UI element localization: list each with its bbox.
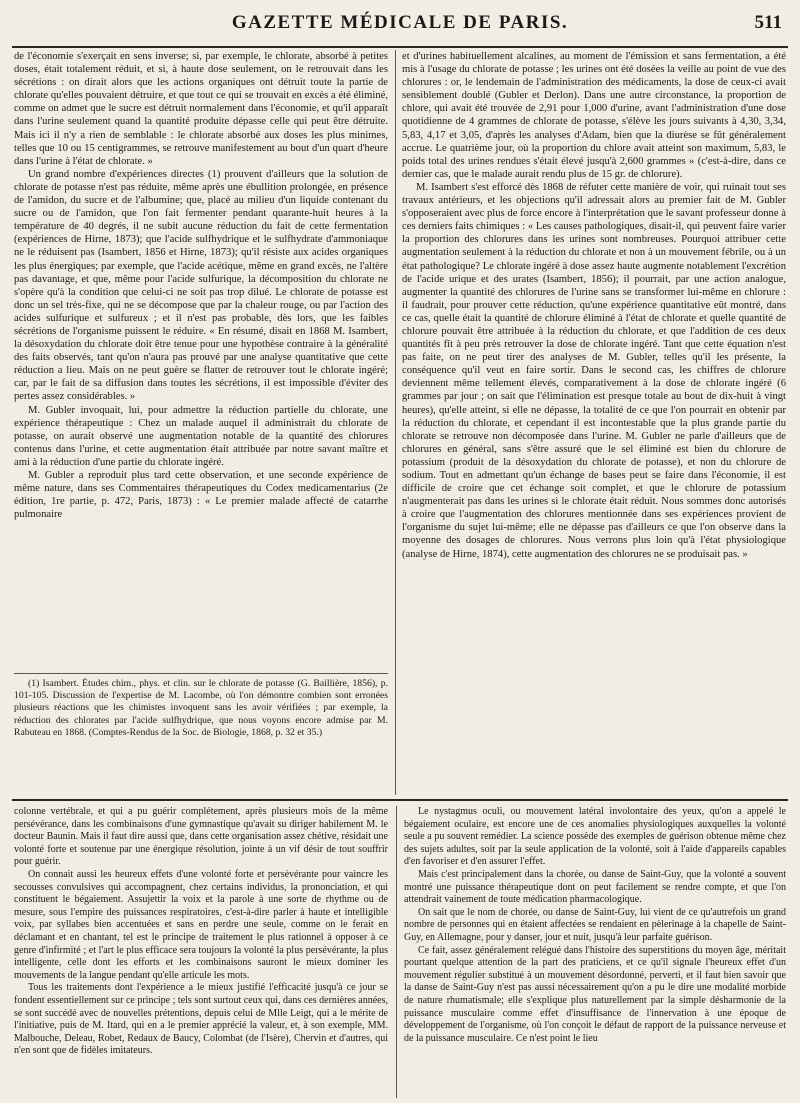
gazette-title: GAZETTE MÉDICALE DE PARIS.: [231, 12, 569, 33]
page-header: [12, 6, 788, 48]
paragraph: et d'urines habituellement alcalines, au moment de l'émission et sans fermentation, a été mis à l'usage du chlorate de potasse ; les urines ont été dosées la veille au point de vue des chlorures : or, le lendemain de l'administration des médicaments, la dose de ceux-ci avait sensiblement doublé (Gubler et Derlon). Dans une autre circonstance, la proportion de chlore, qui avait été trouvée de 2,91 pour 1,000 d'urine, avant l'administration d'une dose quotidienne de 4 grammes de chlorate de potasse, s'élève les jours suivants à 4,30, 3,34, 5,83, 4,17 et 3,05, d'après les analyses d'Adam, bien que la diurèse se fût généralement accrue. Le quatrième jour, où la proportion du chlore avait atteint son maximum, 5,83, le poids total des urines rendues s'était élevé jusqu'à 2,600 grammes » (c'est-à-dire, dans ce dernier cas, que le malade aurait rendu plus de 15 gr. de chlorure).: [402, 51, 786, 180]
footnote-divider: [14, 673, 388, 674]
lower-left-column: [14, 806, 388, 1096]
paragraph: On connait aussi les heureux effets d'une volonté forte et persévérante pour vaincre les secousses convulsives qui accompagnent, chez certains individus, la prononciation, et qui constituent le bégaiement. Assujettir la voix et la parole à une sorte de rhythme ou de mesure, sous l'empire des puissances respiratoires, c'est-à-dire parler à haute et intelligible voix, par syllabes bien accentuées et sans en perdre une seule, comme on le ferait en déclamant et en chantant, tel est le principe de traitement le plus rationnel à opposer à ce genre d'infirmité ; et l'art le plus efficace sera toujours la volonté la plus persévérante, la plus intelligente, celle dont les efforts et les combinaisons sauront le mieux dominer les mouvements de la langue pendant qu'elle articule les mots.: [14, 868, 388, 981]
paragraph: M. Gubler invoquait, lui, pour admettre la réduction partielle du chlorate, une expérience thérapeutique : Chez un malade auquel il administrait du chlorate de potasse, on aurait observé une augmentation notable de la quantité des chlorures contenus dans l'urine, et cette augmentation était attribuée par notre savant maître et ami à la réduction d'une partie du chlorate ingéré.: [14, 404, 388, 468]
paragraph: colonne vertébrale, et qui a pu guérir complétement, après plusieurs mois de la même persévérance, dans les combinaisons d'une gymnastique qu'avait su diriger habilement M. le docteur Baunin. Mais il faut dire aussi que, dans cette organisation assez chétive, résidait une volonté forte et soutenue par une énergique résolution, jointe à un vif désir de tout souffrir pour guérir.: [14, 806, 388, 868]
paragraph: Ce fait, assez généralement relégué dans l'histoire des superstitions du moyen âge, méritait pourtant quelque attention de la part des praticiens, et ce qu'il signale l'heureux effet d'un mouvement régulier substitué à un mouvement désordonné, perverti, et il faut bien savoir que la danse de Saint-Guy n'est pas aussi nécessairement qu'on a pu le dire une modalité morbide de nature rhumatismale; elle s'explique plus naturellement par la simple désharmonie de la puissance musculaire comme effet d'insuffisance de l'innervation à une époque de développement de l'organisme, où l'on conçoit le défaut de rapport de la puissance nerveuse et de la puissance musculaire. Ce n'est point le lieu: [404, 944, 786, 1044]
paragraph: On sait que le nom de chorée, ou danse de Saint-Guy, lui vient de ce qu'autrefois un grand nombre de personnes qui en étaient affectées se rendaient en pèlerinage à la chapelle de Saint-Guy, en Allemagne, pour y danser, jour et nuit, jusqu'à leur parfaite guérison.: [404, 906, 786, 943]
upper-left-column: [14, 50, 388, 670]
paragraph: de l'économie s'exerçait en sens inverse; si, par exemple, le chlorate, absorbé à petites doses, était totalement réduit, et si, à haute dose seulement, on le retrouvait dans les sécrétions : on dirait alors que les actions organiques ont détruit toute la partie de chlorate qu'elles pouvaient détruire, et que tout ce qui se trouvait en excès a été éliminé, comme on admet que le sucre est détruit normalement dans l'économie, et qu'il apparaît dans l'urine seulement quand la quantité produite dépasse celle qui peut être détruite. Mais ici il n'y a rien de semblable : le chlorate absorbé aux doses les plus minimes, telles que 10 ou 15 centigrammes, se retrouve manifestement au bout d'un quart d'heure dans l'urine à l'état de chlorate. »: [14, 51, 388, 167]
upper-right-column: [402, 50, 786, 794]
paragraph: Un grand nombre d'expériences directes (1) prouvent d'ailleurs que la solution de chlorate de potasse n'est pas réduite, même après une ébullition prolongée, en présence de l'amidon, du sucre et de l'albumine; que, placé au milieu d'un liquide contenant du sucre ou de l'amidon, que l'on fait fermenter pendant quarante-huit heures à la température de 40 degrés, il ne subit aucune réduction du fait de cette fermentation (expériences de Hirne, 1873); que l'acide sulfhydrique et le sulfhydrate d'ammoniaque ne le réduisent pas (Isambert, 1856 et Hirne, 1873); qu'il résiste aux acides organiques les plus énergiques; par exemple, que l'acide acétique, même en grand excès, ne l'altère pas davantage, et que, même pour l'acide sulfurique, la décomposition du chlorate ne s'opère qu'à la condition que celui-ci ne soit pas trop dilué. Le chlorate de potasse est donc un sel très-fixe, qui ne se décompose que par la chaleur rouge, ou par l'action des acides sulfurique et sulfureux ; et il n'est pas probable, dès lors, que les faibles sécrétions de l'organisme puissent le réduire. « En résumé, disait en 1868 M. Isambert, la désoxydation du chlorate doit être tenue pour une hypothèse contraire à la généralité des faits observés, tant qu'on n'aura pas prouvé par une analyse quantitative que cette réduction a lieu. Mais on ne peut guère se flatter de retrouver tout le chlorate ingéré; car, par le fait de sa diffusion dans toutes les sécrétions, il est impossible d'éviter des pertes assez considérables. »: [14, 168, 388, 403]
paragraph: Tous les traitements dont l'expérience a le mieux justifié l'efficacité jusqu'à ce jour se fondent essentiellement sur ce principe ; tels sont surtout ceux qui, dans ces dernières années, se sont succédé avec de nouvelles prétentions, depuis celui de Mlle Leigt, qui a le mérite de l'initiative, puis de M. Itard, qui en a le premier apprécié la valeur, et, à son exemple, MM. Malbouche, Deleau, Robet, Redaux de Baucy, Colombat (de l'Isère), Chervin et d'autres, qui n'en sont que de fidèles imitateurs.: [14, 982, 388, 1057]
paragraph: M. Isambert s'est efforcé dès 1868 de réfuter cette manière de voir, qui ruinait tout ses travaux antérieurs, et les objections qu'il adressait alors au premier fait de M. Gubler s'opposeraient avec plus de force encore à l'interprétation que le savant professeur donne à ces derniers faits chimiques : « Les causes pathologiques, disait-il, qui peuvent faire varier la proportion des chlorures dans les urines sont nombreuses. Pourquoi attribuer cette augmentation seulement à la réduction du chlorate et non à un mouvement fébrile, ou à un état pathologique? Le chlorate ingéré à dose assez haute augmente notablement l'excrétion de l'acide urique et des urates (Isambert, 1856); il pourrait, par une action analogue, augmenter la quantité des chlorures de l'urine sans se transformer lui-même en chlorure : il faudrait, pour prouver cette réduction, qu'une expérience quantitative eût montré, dans ce cas, quelle était la quantité de chlorure éliminé à l'état de chlorate et quelle quantité de chlorure pouvait être attribuée à la réduction du chlorate, et que l'addition de ces deux quantités fît à peu près retrouver la dose de chlorate ingéré. Tant que cette équation n'est pas faite, on ne peut tirer des analyses de M. Gubler, telles qu'il les présente, la conséquence qu'il veut en faire sortir. Dans le second cas, les chiffres de chlorure deviennent même tellement élevés, comparativement à la dose de chlorate ingéré (6 grammes par jour ; on sait que l'élimination est presque totale au bout de dix-huit à vingt heures), qu'elle atteint, si elle ne dépasse, la totalité de ce que l'on pourrait en obtenir par la réduction du chlorate, et cependant il est incontestable que la plus grande partie du chlorate se retrouve non décomposée dans l'urine. M. Gubler ne parle d'ailleurs que de chlorures en général, sans s'être assuré que le sel éliminé est bien du chlorure de potassium (produit de la désoxydation du chlorate de potasse), et non du chlorure de sodium. Tout en admettant qu'un échange de bases peut se faire dans l'économie, il est difficile de croire que cet échange soit complet, et que le chlorure de potassium n'augmenterait pas dans les urines si le chlorate était réduit. Nous sommes donc autorisés à croire que l'augmentation des chlorures mentionnée dans ses expériences provient de l'organisme du sujet lui-même; elle ne dépasse pas d'ailleurs ce que l'on observe dans la moyenne des dosages de chlorures. Nous verrons plus loin qu'à l'état physiologique (analyse de Hirne, 1874), cette augmentation des chlorures ne se produisait pas. »: [402, 181, 786, 560]
page-number: 511: [754, 12, 782, 33]
column-divider: [395, 50, 396, 795]
footnote-text: (1) Isambert. Études chim., phys. et clin. sur le chlorate de potasse (G. Baillière, 1856), p. 101-105. Discussion de l'expertise de M. Lacombe, où l'on démontre combien sont erronées plusieurs réactions que les chimistes invoquent sans les avoir vérifiées ; par exemple, la réduction des chlorates par l'acide sulfhydrique, que nous voyons encore admise par M. Rabuteau en 1868. (Comptes-Rendus de la Soc. de Biologie, 1868, p. 32 et 35.): [14, 678, 388, 738]
footnote: [14, 678, 388, 796]
section-divider: [12, 799, 788, 801]
lower-right-column: [404, 806, 786, 1096]
paragraph: M. Gubler a reproduit plus tard cette observation, et une seconde expérience de même nature, dans ses Commentaires thérapeutiques du Codex medicamentarius (2e édition, 1re partie, p. 472, Paris, 1873) : « Le premier malade affecté de catarrhe pulmonaire: [14, 470, 388, 521]
paragraph: Le nystagmus oculi, ou mouvement latéral involontaire des yeux, qu'on a appelé le bégaiement oculaire, est encore une de ces anomalies physiologiques auxquelles la volonté seule a pu souvent remédier. La science possède des exemples de guérison obtenue même chez des sujets adultes, soit par la seule application de la volonté, soit à l'aide d'appareils capables d'en favoriser et d'en assurer l'effet.: [404, 806, 786, 868]
column-divider: [396, 806, 397, 1098]
paragraph: Mais c'est principalement dans la chorée, ou danse de Saint-Guy, que la volonté a souvent montré une puissance thérapeutique dont on peut facilement se rendre compte, et que l'on attendrait vainement de toute médication pharmacologique.: [404, 868, 786, 906]
